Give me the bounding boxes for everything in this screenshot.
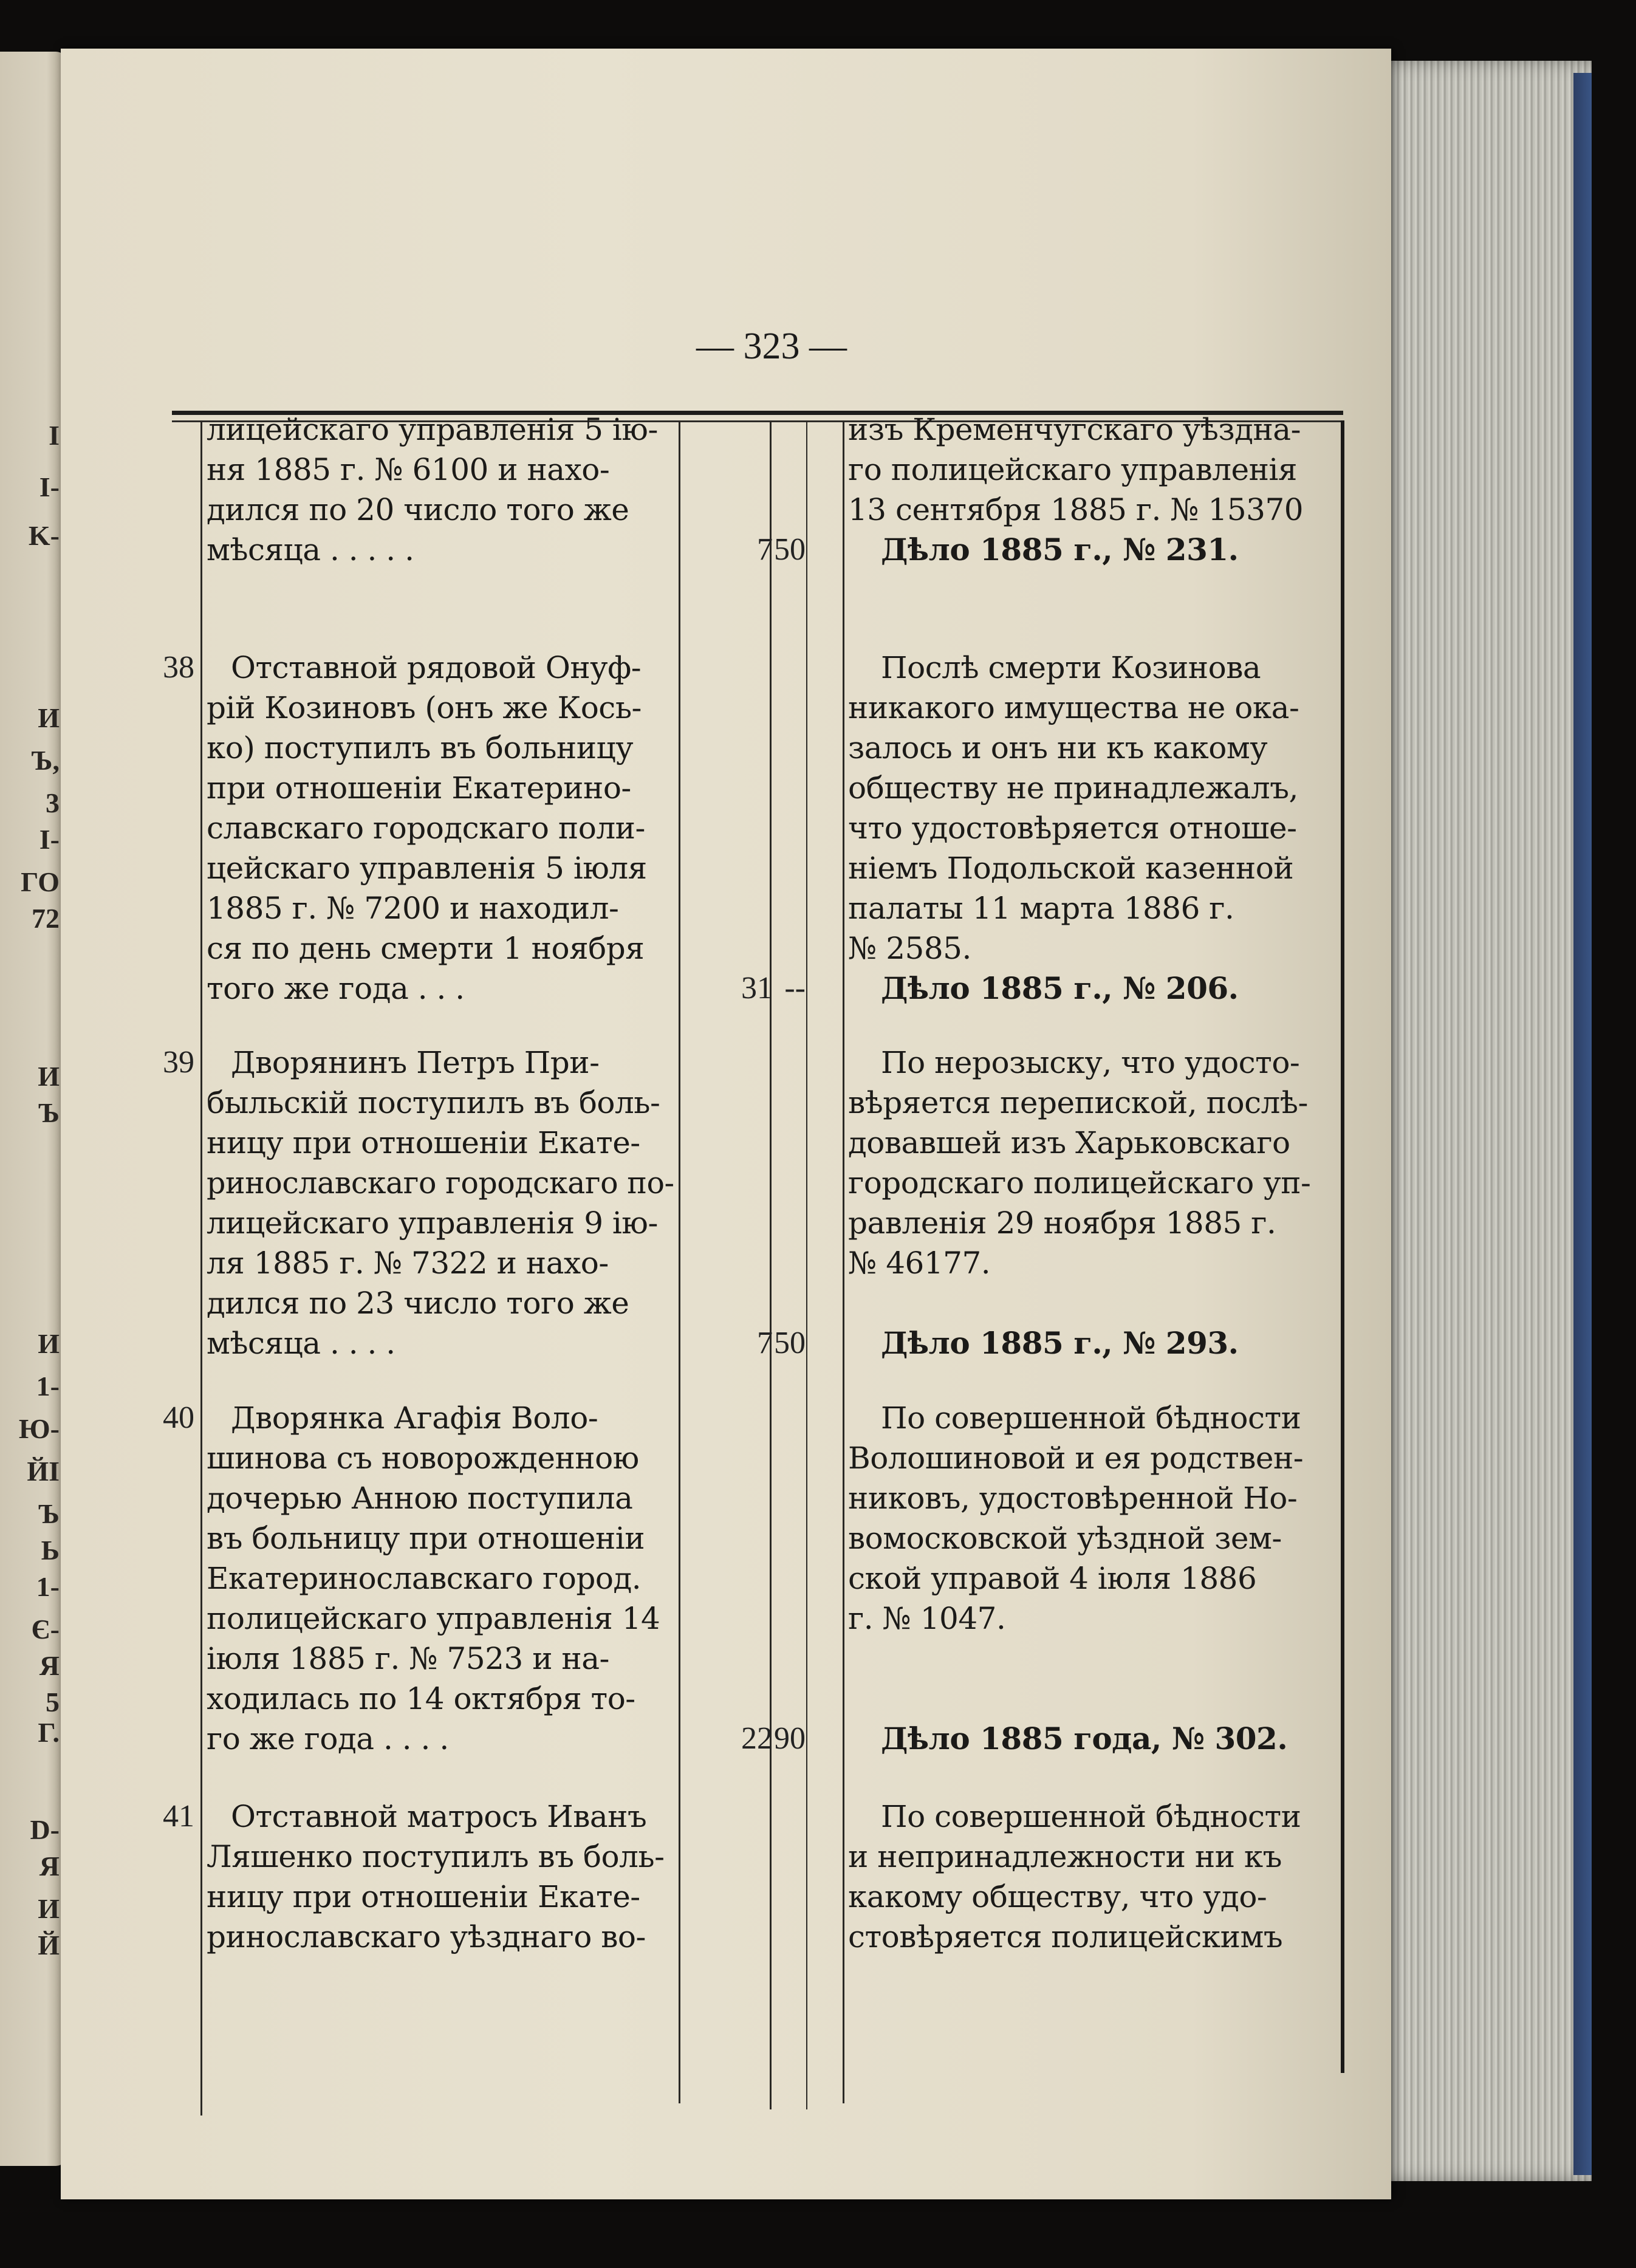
right-text-line: ніемъ Подольской казенной [848, 851, 1294, 886]
right-text-line: Послѣ смерти Козинова [881, 650, 1261, 685]
margin-fragment: ЙІ [27, 1456, 60, 1487]
left-text-line: го же года . . . . [207, 1721, 449, 1756]
margin-fragment: Г. [38, 1717, 60, 1748]
right-text-line: ской управой 4 іюля 1886 [848, 1561, 1257, 1596]
right-text-line: № 2585. [848, 931, 971, 966]
right-text-line: г. № 1047. [848, 1601, 1006, 1636]
right-text-line: Волошиновой и ея родствен- [848, 1441, 1304, 1476]
book-cover-edge [1573, 73, 1592, 2175]
right-text-line: По совершенной бѣдности [881, 1400, 1301, 1436]
previous-page-edge [0, 52, 67, 2166]
right-text-line: обществу не принадлежалъ, [848, 770, 1298, 806]
left-text-line: Дворянинъ Петръ При- [231, 1045, 600, 1080]
margin-fragment: 5 [46, 1687, 60, 1718]
right-text-line: и непринадлежности ни къ [848, 1839, 1282, 1874]
column-divider [770, 420, 772, 2109]
column-divider [843, 420, 844, 2103]
left-text-line: шинова съ новорожденною [207, 1441, 639, 1476]
book-page [61, 49, 1391, 2199]
left-text-line: лицейскаго управленія 5 ію- [207, 412, 658, 447]
amount-kopecks: 50 [774, 1326, 806, 1360]
left-text-line: ринославскаго уѣзднаго во- [207, 1919, 646, 1955]
entry-number: 41 [163, 1799, 194, 1834]
left-text-line: Ляшенко поступилъ въ боль- [207, 1839, 665, 1874]
left-text-line: ко) поступилъ въ больницу [207, 730, 634, 766]
margin-fragment: 72 [32, 903, 60, 934]
case-heading: Дѣло 1885 года, № 302. [881, 1721, 1288, 1756]
right-text-line: какому обществу, что удо- [848, 1879, 1267, 1914]
right-text-line: залось и онъ ни къ какому [848, 730, 1268, 766]
margin-fragment: Ъ, [31, 745, 60, 776]
amount-kopecks: 90 [774, 1721, 806, 1756]
margin-fragment: I- [39, 471, 60, 502]
left-text-line: ходилась по 14 октября то- [207, 1681, 635, 1716]
left-text-line: ся по день смерти 1 ноября [207, 931, 645, 966]
left-text-line: ля 1885 г. № 7322 и нахо- [207, 1245, 609, 1281]
left-text-line: дился по 23 число того же [207, 1286, 629, 1321]
entry-number: 40 [163, 1400, 194, 1435]
margin-fragment: И [38, 1328, 60, 1359]
right-text-line: изъ Кременчугскаго уѣздна- [848, 412, 1301, 447]
right-text-line: вомосковской уѣздной зем- [848, 1521, 1282, 1556]
right-text-line: никовъ, удостовѣренной Но- [848, 1481, 1298, 1516]
left-text-line: мѣсяца . . . . [207, 1326, 395, 1361]
case-heading: Дѣло 1885 г., № 206. [881, 970, 1239, 1006]
left-text-line: лицейскаго управленія 9 ію- [207, 1205, 658, 1241]
right-text-line: палаты 11 марта 1886 г. [848, 891, 1234, 926]
left-text-line: цейскаго управленія 5 іюля [207, 851, 647, 886]
margin-fragment: ГО [21, 866, 60, 897]
margin-fragment: И [38, 1061, 60, 1092]
right-text-line: 13 сентября 1885 г. № 15370 [848, 492, 1304, 527]
left-text-line: ницу при отношеніи Екате- [207, 1879, 640, 1914]
margin-fragment: I- [39, 824, 60, 855]
amount-kopecks: 50 [774, 532, 806, 567]
column-divider [806, 420, 807, 2109]
left-text-line: въ больницу при отношеніи [207, 1521, 645, 1556]
table-right-border [1341, 420, 1344, 2073]
right-text-line: По нерозыску, что удосто- [881, 1045, 1300, 1080]
amount-rubles: 22 [741, 1721, 773, 1756]
amount-rubles: 31 [741, 971, 773, 1006]
case-heading: Дѣло 1885 г., № 231. [881, 532, 1239, 567]
margin-fragment: Й [38, 1930, 60, 1961]
left-text-line: Отставной рядовой Онуф- [231, 650, 642, 685]
left-text-line: дочерью Анною поступила [207, 1481, 633, 1516]
margin-fragment: K- [28, 520, 60, 551]
margin-fragment: 3 [46, 787, 60, 818]
left-text-line: дился по 20 число того же [207, 492, 629, 527]
amount-rubles: 7 [757, 1326, 773, 1360]
right-text-line: что удостовѣряется отноше- [848, 810, 1297, 846]
left-text-line: ницу при отношеніи Екате- [207, 1125, 640, 1160]
margin-fragment: Ъ [38, 1097, 60, 1128]
margin-fragment: 1- [36, 1371, 60, 1402]
column-divider [679, 420, 680, 2103]
left-text-line: Отставной матросъ Иванъ [231, 1799, 647, 1834]
right-text-line: равленія 29 ноября 1885 г. [848, 1205, 1276, 1241]
right-text-line: По совершенной бѣдности [881, 1799, 1301, 1834]
right-text-line: го полицейскаго управленія [848, 452, 1297, 487]
book-page-edges [1367, 61, 1592, 2181]
margin-fragment: 1- [36, 1571, 60, 1602]
left-text-line: полицейскаго управленія 14 [207, 1601, 660, 1636]
margin-fragment: И [38, 702, 60, 733]
right-text-line: вѣряется перепиской, послѣ- [848, 1085, 1308, 1120]
left-text-line: славскаго городскаго поли- [207, 810, 645, 846]
left-text-line: мѣсяца . . . . . [207, 532, 414, 567]
left-text-line: 1885 г. № 7200 и находил- [207, 891, 619, 926]
margin-fragment: Є- [31, 1614, 60, 1645]
left-text-line: Дворянка Агафія Воло- [231, 1400, 598, 1436]
amount-kopecks: -- [784, 971, 806, 1006]
entry-number: 38 [163, 650, 194, 685]
right-text-line: городскаго полицейскаго уп- [848, 1165, 1311, 1201]
right-text-line: стовѣряется полицейскимъ [848, 1919, 1283, 1955]
margin-fragment: Я [39, 1851, 60, 1882]
right-text-line: № 46177. [848, 1245, 991, 1281]
margin-fragment: I [49, 420, 60, 451]
page-number: — 323 — [696, 326, 847, 367]
left-text-line: ринославскаго городскаго по- [207, 1165, 674, 1201]
left-text-line: Екатеринославскаго город. [207, 1561, 642, 1596]
margin-fragment: Ь [41, 1535, 60, 1566]
margin-fragment: Ю- [18, 1413, 60, 1444]
entry-number: 39 [163, 1045, 194, 1080]
amount-rubles: 7 [757, 532, 773, 567]
margin-fragment: И [38, 1893, 60, 1924]
right-text-line: никакого имущества не ока- [848, 690, 1299, 725]
case-heading: Дѣло 1885 г., № 293. [881, 1325, 1239, 1361]
margin-fragment: D- [30, 1814, 60, 1845]
right-text-line: довавшей изъ Харьковскаго [848, 1125, 1290, 1160]
left-text-line: рій Козиновъ (онъ же Кось- [207, 690, 642, 725]
left-text-line: іюля 1885 г. № 7523 и на- [207, 1641, 609, 1676]
left-text-line: того же года . . . [207, 971, 465, 1006]
column-divider [200, 420, 202, 2116]
margin-fragment: Я [39, 1650, 60, 1681]
margin-fragment: Ъ [38, 1498, 60, 1529]
left-text-line: при отношеніи Екатерино- [207, 770, 631, 806]
left-text-line: ня 1885 г. № 6100 и нахо- [207, 452, 610, 487]
left-text-line: быльскій поступилъ въ боль- [207, 1085, 660, 1120]
